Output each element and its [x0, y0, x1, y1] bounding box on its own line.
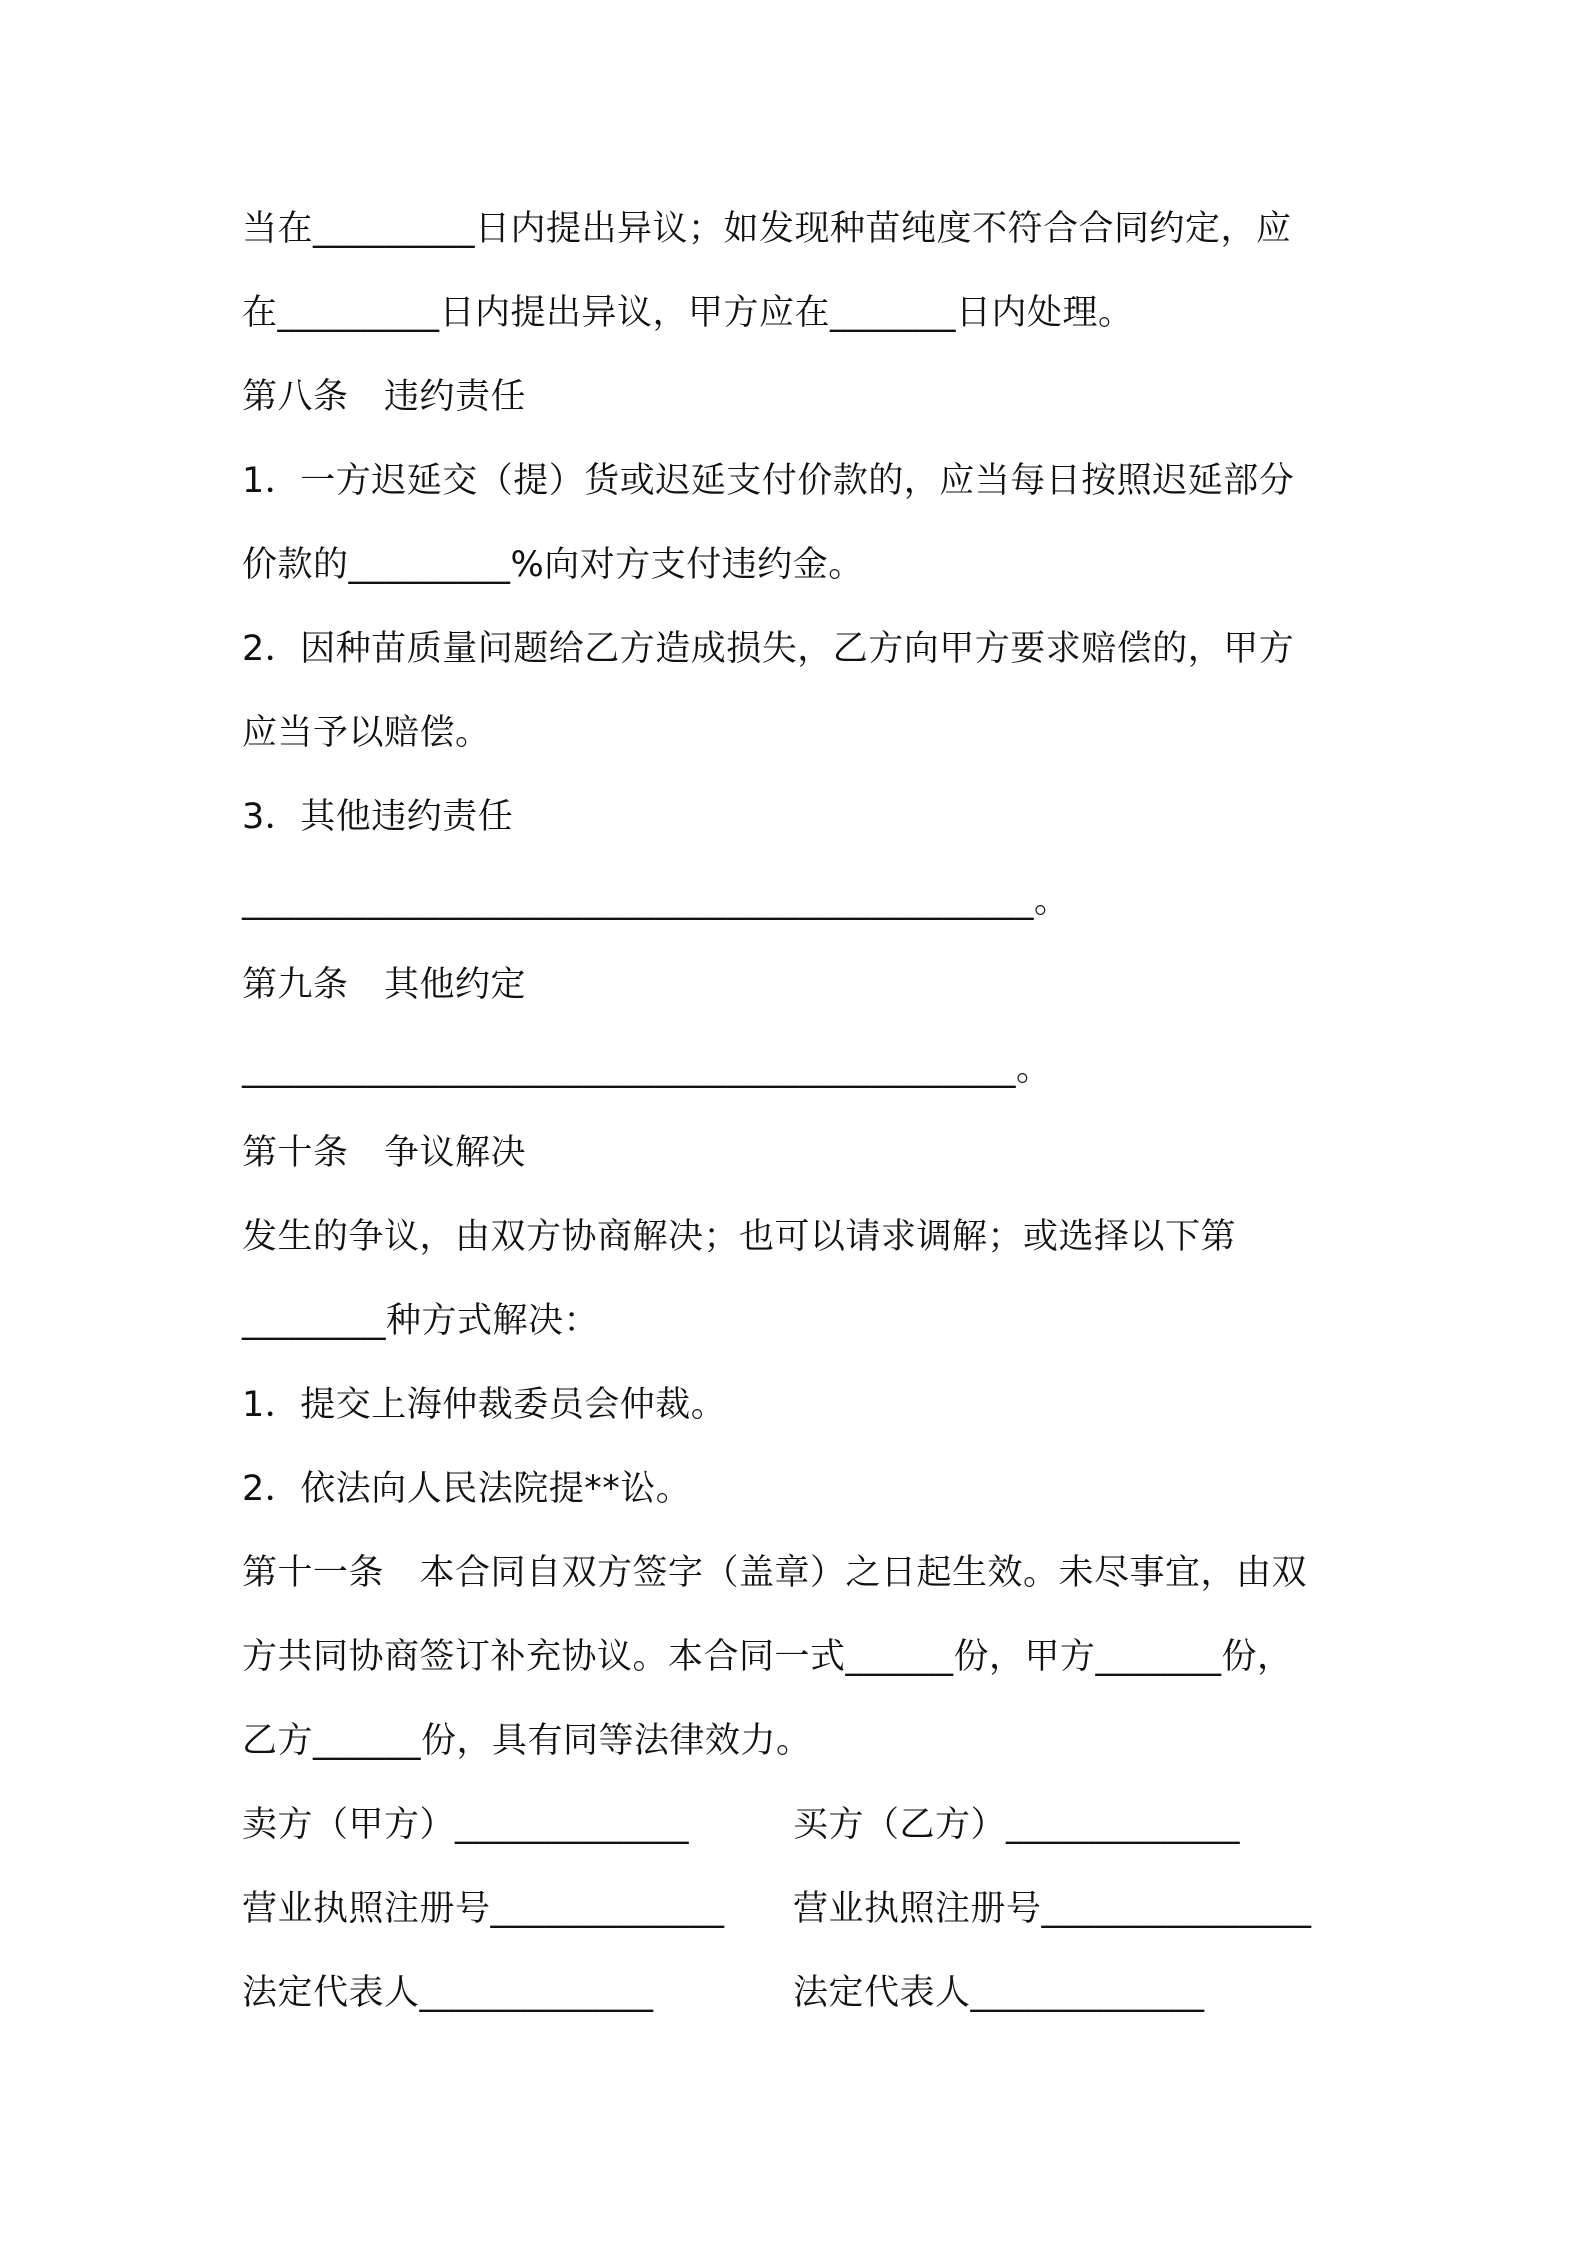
paragraph-line: 1．一方迟延交（提）货或迟延支付价款的，应当每日按照迟延部分 [242, 461, 1295, 501]
seller-representative-field: 法定代表人_____________ [242, 1973, 654, 2013]
paragraph-line: 在_________日内提出异议，甲方应在_______日内处理。 [242, 293, 1134, 333]
paragraph-line: 应当予以赔偿。 [242, 713, 491, 753]
buyer-representative-field: 法定代表人_____________ [793, 1973, 1205, 2013]
article-heading: 第十条 争议解决 [242, 1133, 527, 1173]
paragraph-line: 当在_________日内提出异议；如发现种苗纯度不符合合同约定，应 [242, 209, 1292, 249]
blank-line: ___________________________________________。 [242, 1049, 1052, 1089]
paragraph-line: 1．提交上海仲裁委员会仲裁。 [242, 1385, 727, 1425]
article-heading: 第十一条 本合同自双方签字（盖章）之日起生效。未尽事宜，由双 [242, 1553, 1308, 1593]
seller-party-field: 卖方（甲方）_____________ [242, 1805, 690, 1845]
article-heading: 第八条 违约责任 [242, 377, 527, 417]
paragraph-line: 方共同协商签订补充协议。本合同一式______份，甲方_______份， [242, 1637, 1293, 1677]
buyer-party-field: 买方（乙方）_____________ [793, 1805, 1241, 1845]
paragraph-line: ________种方式解决： [242, 1301, 600, 1341]
article-heading: 第九条 其他约定 [242, 965, 527, 1005]
paragraph-line: 3．其他违约责任 [242, 797, 514, 837]
buyer-license-field: 营业执照注册号_______________ [793, 1889, 1312, 1929]
paragraph-line: 价款的_________%向对方支付违约金。 [242, 545, 864, 585]
paragraph-line: 2．依法向人民法院提**讼。 [242, 1469, 692, 1509]
paragraph-line: 发生的争议，由双方协商解决；也可以请求调解；或选择以下第 [242, 1217, 1237, 1257]
paragraph-line: 乙方______份，具有同等法律效力。 [242, 1721, 812, 1761]
paragraph-line: 2．因种苗质量问题给乙方造成损失，乙方向甲方要求赔偿的，甲方 [242, 629, 1295, 669]
blank-line: ____________________________________________。 [242, 881, 1070, 921]
seller-license-field: 营业执照注册号_____________ [242, 1889, 725, 1929]
